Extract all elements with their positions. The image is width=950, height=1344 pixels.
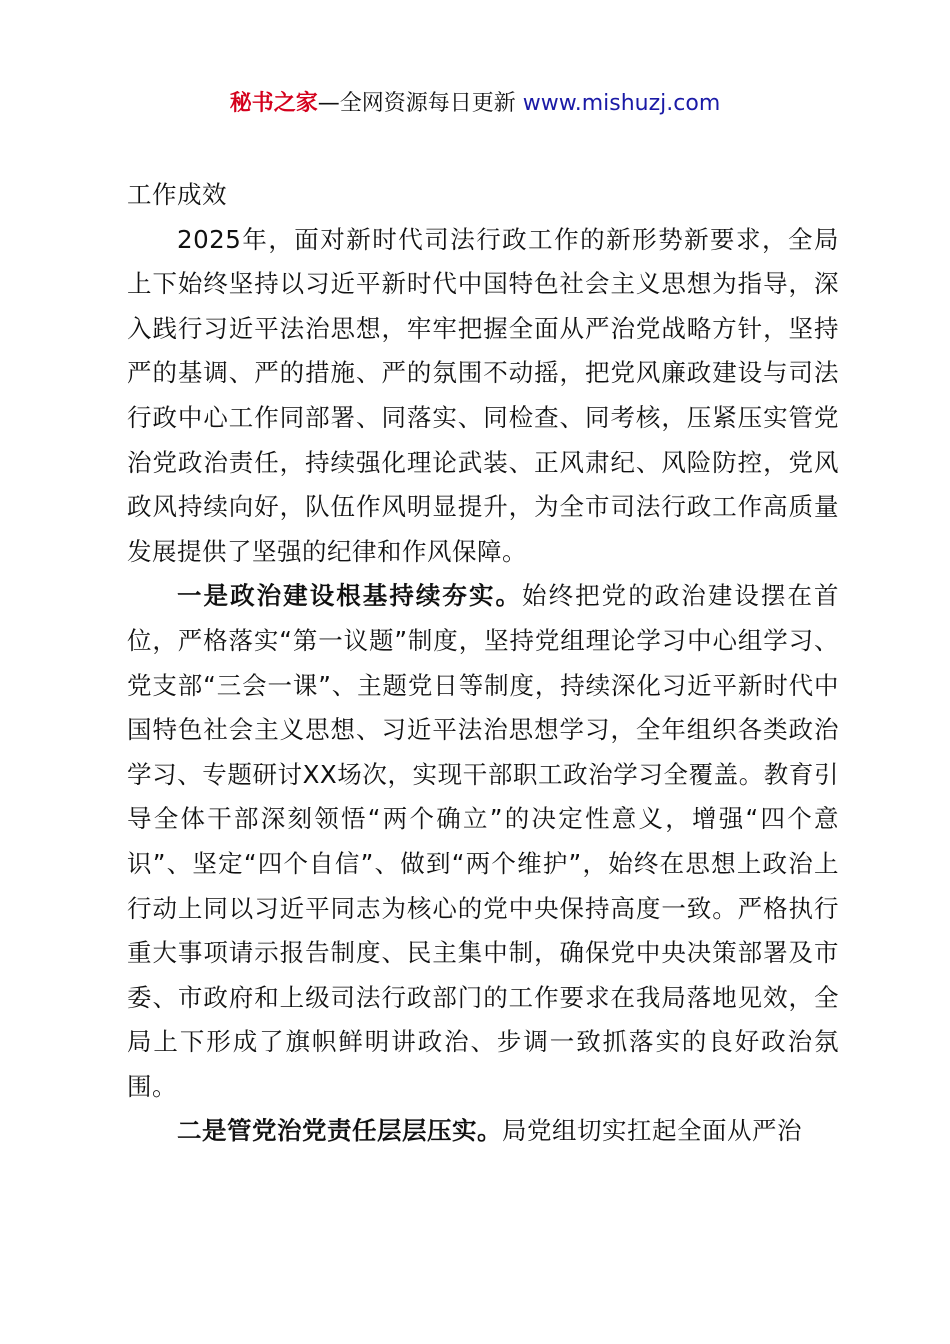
paragraph-political-building bbox=[127, 574, 839, 1109]
paragraph-party-responsibility bbox=[127, 1109, 839, 1154]
header-url-link[interactable]: www.mishuzj.com bbox=[522, 91, 721, 116]
header-tagline: 全网资源每日更新 bbox=[339, 91, 516, 116]
section-title: 工作成效 bbox=[127, 180, 227, 209]
document-body bbox=[127, 173, 839, 1154]
paragraph-text: 2025年，面对新时代司法行政工作的新形势新要求，全局上下始终坚持以习近平新时代中国特色社会主义思想为指导，深入践行习近平法治思想，牢牢把握全面从严治党战略方针，坚持严的基调、严的措施、严的氛围不动摇，把党风廉政建设与司法行政中心工作同部署、同落实、同检查、同考核，压紧压实管党治党政治责任，持续强化理论武装、正风肃纪、风险防控，党风政风持续向好，队伍作风明显提升，为全市司法行政工作高质量发展提供了坚强的纪律和作风保障。 bbox=[127, 224, 839, 566]
header-brand: 秘书之家 bbox=[229, 91, 318, 116]
paragraph-lead: 二是管党治党责任层层压实。 bbox=[177, 1116, 502, 1146]
paragraph-intro bbox=[127, 218, 839, 575]
header-dash: — bbox=[317, 91, 340, 116]
page-header bbox=[0, 86, 950, 122]
paragraph-lead: 一是政治建设根基持续夯实。 bbox=[177, 581, 523, 611]
paragraph-text: 始终把党的政治建设摆在首位，严格落实“第一议题”制度，坚持党组理论学习中心组学习、党支部“三会一课”、主题党日等制度，持续深化习近平新时代中国特色社会主义思想、习近平法治思想学习，全年组织各类政治学习、专题研讨XX场次，实现干部职工政治学习全覆盖。教育引导全体干部深刻领悟“两个确立”的决定性意义，增强“四个意识”、坚定“四个自信”、做到“两个维护”，始终在思想上政治上行动上同以习近平同志为核心的党中央保持高度一致。严格执行重大事项请示报告制度、民主集中制，确保党中央决策部署及市委、市政府和上级司法行政部门的工作要求在我局落地见效，全局上下形成了旗帜鲜明讲政治、步调一致抓落实的良好政治氛围。 bbox=[127, 581, 840, 1101]
paragraph-text: 局党组切实扛起全面从严治 bbox=[502, 1116, 802, 1146]
